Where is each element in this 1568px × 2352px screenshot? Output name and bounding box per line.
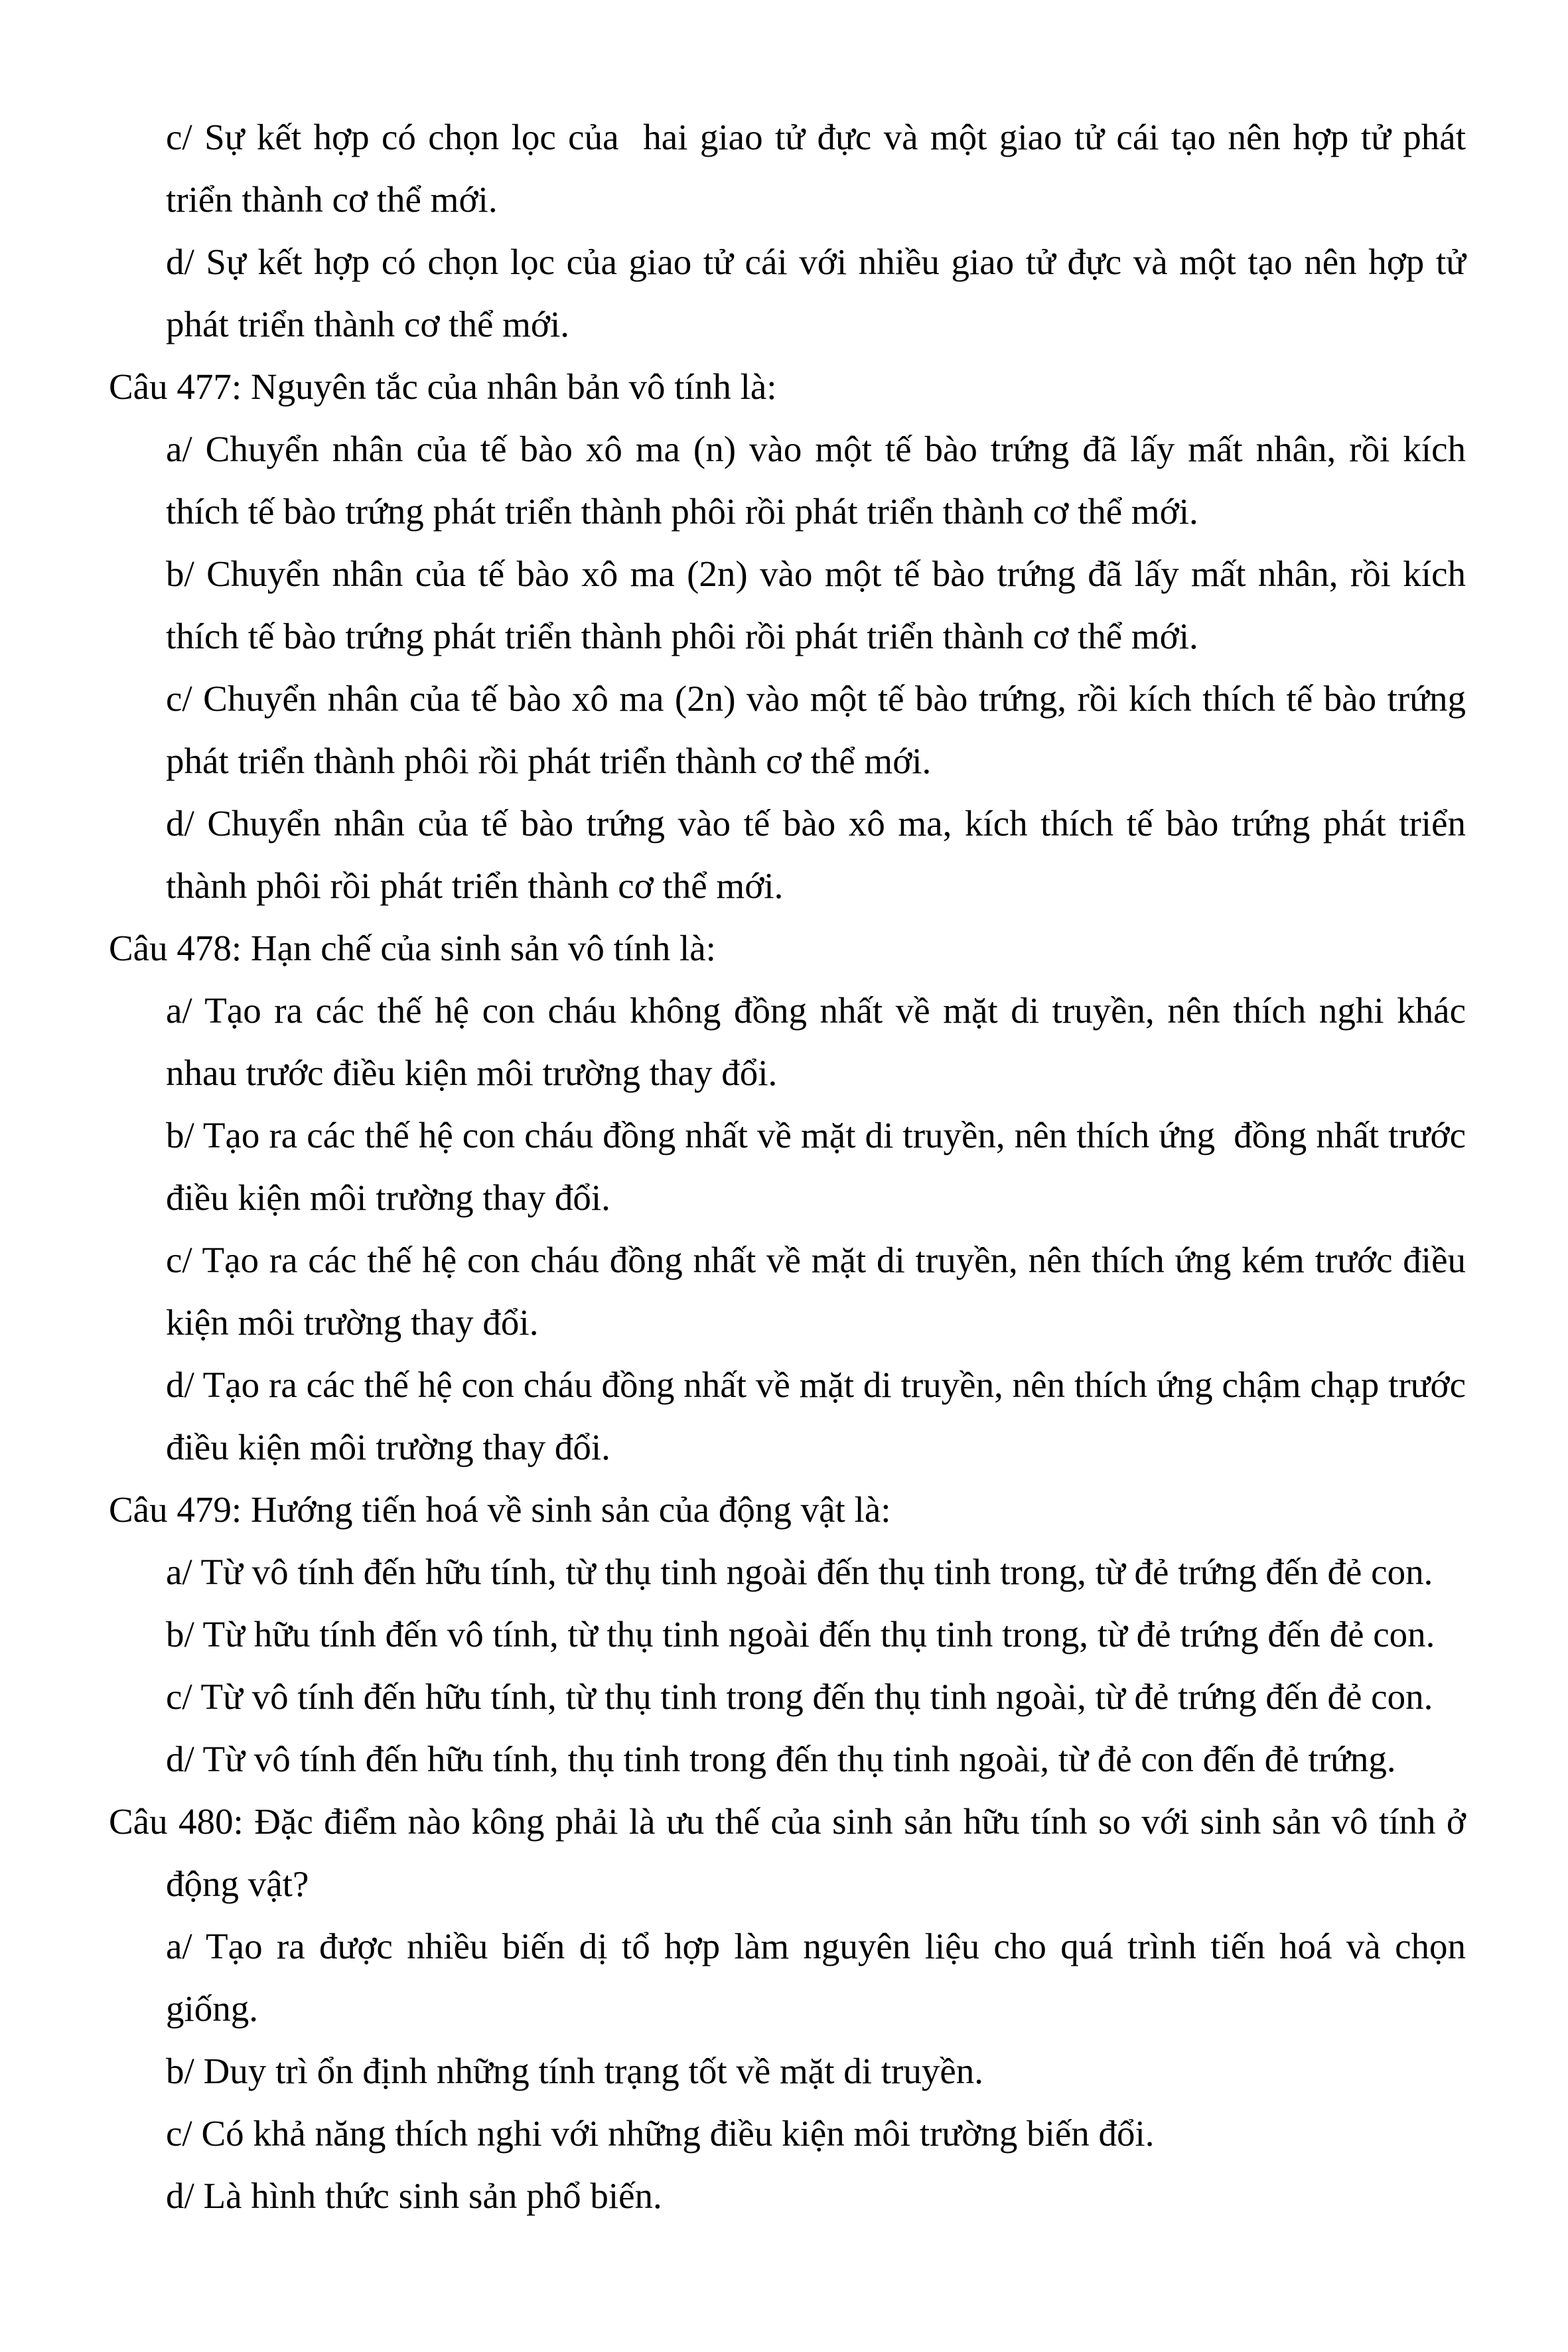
question-477-heading: Câu 477: Nguyên tắc của nhân bản vô tính là: (109, 366, 777, 407)
prev-question-option-d: d/ Sự kết hợp có chọn lọc của giao tử cái với nhiều giao tử đực và một tạo nên hợp tử phát triển thành cơ thể mới. (166, 242, 1475, 344)
question-477-option-b: b/ Chuyển nhân của tế bào xô ma (2n) vào một tế bào trứng đã lấy mất nhân, rồi kích thích tế bào trứng phát triển thành phôi rồi phát triển thành cơ thể mới. (166, 553, 1475, 656)
question-480-heading: Câu 480: Đặc điểm nào kông phải là ưu thế của sinh sản hữu tính so với sinh sản vô tính ở động vật? (109, 1801, 1475, 1904)
question-480-option-d: d/ Là hình thức sinh sản phổ biến. (166, 2175, 662, 2216)
question-478-option-c: c/ Tạo ra các thế hệ con cháu đồng nhất về mặt di truyền, nên thích ứng kém trước điều kiện môi trường thay đổi. (166, 1240, 1475, 1343)
question-479-option-a: a/ Từ vô tính đến hữu tính, từ thụ tinh ngoài đến thụ tinh trong, từ đẻ trứng đến đẻ con. (166, 1552, 1433, 1592)
question-479-option-d: d/ Từ vô tính đến hữu tính, thụ tinh trong đến thụ tinh ngoài, từ đẻ con đến đẻ trứng. (166, 1739, 1396, 1779)
question-480-option-a: a/ Tạo ra được nhiều biến dị tổ hợp làm nguyên liệu cho quá trình tiến hoá và chọn giống. (166, 1926, 1475, 2029)
question-479-heading: Câu 479: Hướng tiến hoá về sinh sản của động vật là: (109, 1489, 891, 1530)
question-477-option-a: a/ Chuyển nhân của tế bào xô ma (n) vào một tế bào trứng đã lấy mất nhân, rồi kích thích tế bào trứng phát triển thành phôi rồi phát triển thành cơ thể mới. (166, 429, 1475, 532)
question-479-option-c: c/ Từ vô tính đến hữu tính, từ thụ tinh trong đến thụ tinh ngoài, từ đẻ trứng đến đẻ con. (166, 1676, 1433, 1717)
question-478-heading: Câu 478: Hạn chế của sinh sản vô tính là: (109, 928, 716, 968)
question-480-option-c: c/ Có khả năng thích nghi với những điều kiện môi trường biến đổi. (166, 2113, 1155, 2154)
prev-question-option-c: c/ Sự kết hợp có chọn lọc của hai giao tử đực và một giao tử cái tạo nên hợp tử phát triển thành cơ thể mới. (166, 117, 1475, 220)
question-478-option-b: b/ Tạo ra các thế hệ con cháu đồng nhất về mặt di truyền, nên thích ứng đồng nhất trước điều kiện môi trường thay đổi. (166, 1115, 1475, 1218)
question-477-option-d: d/ Chuyển nhân của tế bào trứng vào tế bào xô ma, kích thích tế bào trứng phát triển thành phôi rồi phát triển thành cơ thể mới. (166, 803, 1475, 906)
question-478-option-a: a/ Tạo ra các thế hệ con cháu không đồng nhất về mặt di truyền, nên thích nghi khác nhau trước điều kiện môi trường thay đổi. (166, 990, 1475, 1093)
question-477-option-c: c/ Chuyển nhân của tế bào xô ma (2n) vào một tế bào trứng, rồi kích thích tế bào trứng phát triển thành phôi rồi phát triển thành cơ thể mới. (166, 678, 1475, 781)
question-480-option-b: b/ Duy trì ổn định những tính trạng tốt về mặt di truyền. (166, 2051, 984, 2091)
question-478-option-d: d/ Tạo ra các thế hệ con cháu đồng nhất về mặt di truyền, nên thích ứng chậm chạp trước điều kiện môi trường thay đổi. (166, 1364, 1475, 1467)
question-479-option-b: b/ Từ hữu tính đến vô tính, từ thụ tinh ngoài đến thụ tinh trong, từ đẻ trứng đến đẻ con. (166, 1614, 1435, 1654)
